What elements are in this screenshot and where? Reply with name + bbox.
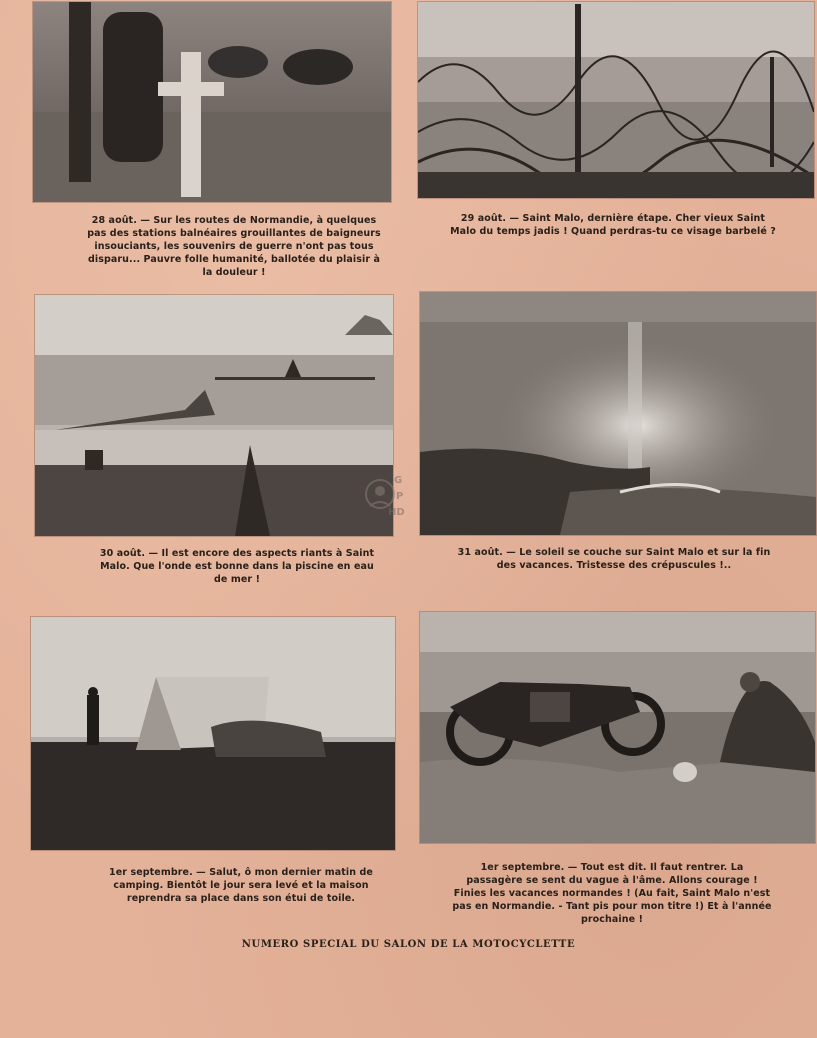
watermark-letter-g: G [394, 475, 403, 486]
photo-barbed-wire [418, 2, 814, 198]
caption-aug30: 30 août. — Il est encore des aspects riants à Saint Malo. Que l'onde est bonne dans la piscine en eau de mer ! [99, 548, 375, 585]
watermark-letter-p: P [396, 491, 404, 502]
caption-sep1-return: 1er septembre. — Tout est dit. Il faut rentrer. La passagère se sent du vague à l'âme. Allons courage ! Finies les vacances normandes ! (Au fait, Saint Malo n'est pas en Normandie. - Tant pis pour mon titre !) Et à l'année prochaine ! [452, 862, 772, 925]
photo-camping-tent [31, 617, 395, 850]
photo-motorcycle-passenger [420, 612, 815, 843]
footer-title: NUMERO SPECIAL DU SALON DE LA MOTOCYCLETTE [241, 939, 576, 950]
photo-sunset-sea [420, 292, 816, 535]
caption-aug31: 31 août. — Le soleil se couche sur Saint Malo et sur la fin des vacances. Tristesse des crépuscules !.. [457, 547, 771, 571]
watermark-logo [360, 474, 408, 522]
watermark-letters-hd: HD [388, 507, 405, 518]
caption-sep1-camping: 1er septembre. — Salut, ô mon dernier matin de camping. Bientôt le jour sera levé et la maison reprendra sa place dans son étui de toile. [109, 867, 373, 904]
caption-aug28: 28 août. — Sur les routes de Normandie, à quelques pas des stations balnéaires grouillantes de baigneurs insouciants, les souvenirs de guerre n'ont pas tous disparu... Pauvre folle humanité, ballotée du plaisir à la douleur ! [87, 215, 381, 278]
photo-roadside-cross [33, 2, 391, 202]
caption-aug29: 29 août. — Saint Malo, dernière étape. Cher vieux Saint Malo du temps jadis ! Quand perdras-tu ce visage barbelé ? [450, 213, 776, 237]
photo-beach-pool [35, 295, 393, 536]
